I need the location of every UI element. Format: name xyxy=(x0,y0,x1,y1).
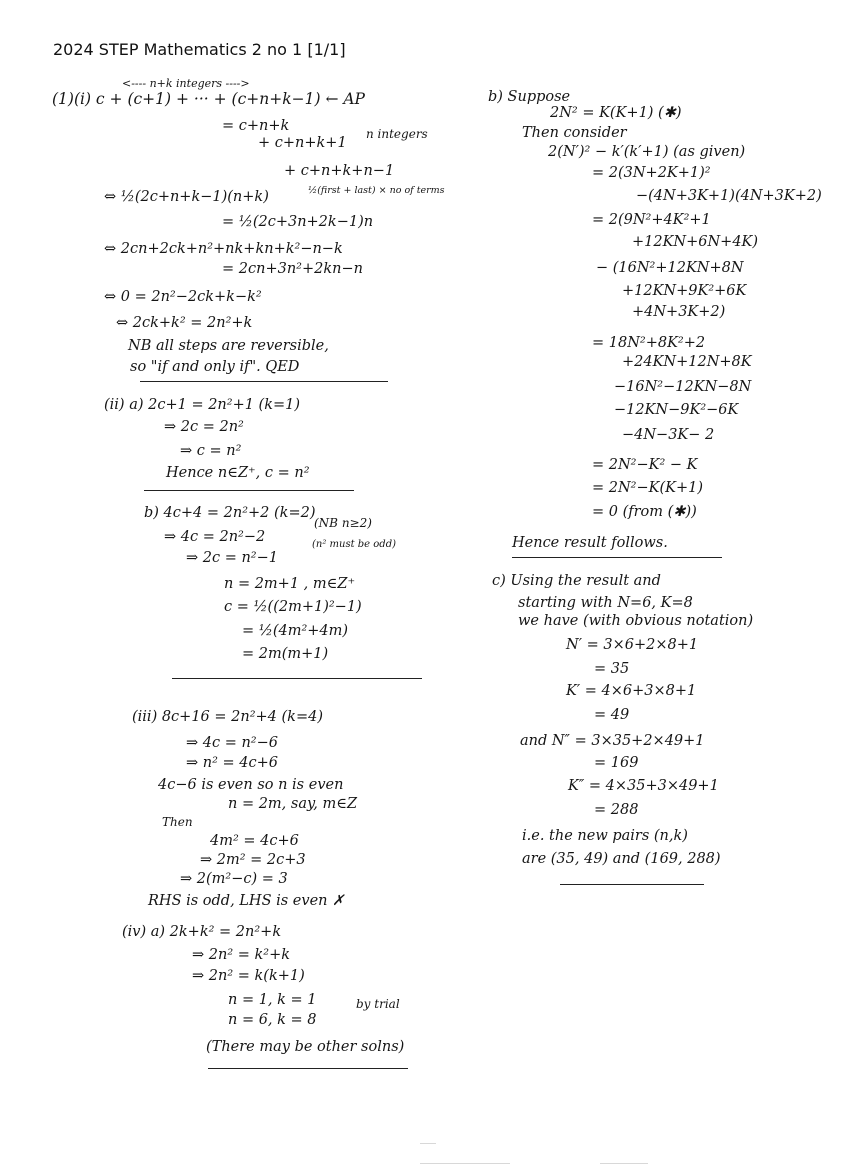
hw-line: = 35 xyxy=(594,661,630,677)
section-divider xyxy=(144,490,354,491)
hw-line: −4N−3K− 2 xyxy=(622,427,715,443)
hw-line: (n² must be odd) xyxy=(312,539,397,550)
hw-line: (1)(i) c + (c+1) + ··· + (c+n+k−1) ← AP xyxy=(52,90,365,108)
hw-line: ⇔ 2ck+k² = 2n²+k xyxy=(116,315,253,331)
hw-line: ⇒ 2n² = k(k+1) xyxy=(192,968,305,984)
section-divider xyxy=(140,381,388,382)
hw-line: c = ½((2m+1)²−1) xyxy=(224,599,362,615)
hw-line: + c+n+k+1 xyxy=(258,135,347,151)
hw-line: b) Suppose xyxy=(488,89,571,105)
hw-line: ⇒ c = n² xyxy=(180,443,242,459)
hw-line: = c+n+k xyxy=(222,118,290,134)
hw-line: n = 2m, say, m∈Z xyxy=(228,796,358,812)
hw-line: ½(first + last) × no of terms xyxy=(308,185,445,196)
hw-line: = 2N²−K² − K xyxy=(592,457,698,473)
hw-line: ⇔ ½(2c+n+k−1)(n+k) xyxy=(104,189,269,205)
hw-line: starting with N=6, K=8 xyxy=(518,595,693,611)
hw-line: ⇔ 0 = 2n²−2ck+k−k² xyxy=(104,289,262,305)
hw-line: Hence n∈Z⁺, c = n² xyxy=(166,465,310,481)
hw-line: c) Using the result and xyxy=(492,573,661,589)
hw-line: i.e. the new pairs (n,k) xyxy=(522,828,688,844)
hw-line: +24KN+12N+8K xyxy=(622,354,752,370)
hw-line: ⇒ 2(m²−c) = 3 xyxy=(180,871,288,887)
hw-line: n = 6, k = 8 xyxy=(228,1012,317,1028)
hw-line: ⇒ n² = 4c+6 xyxy=(186,755,278,771)
hw-line: = 0 (from (✱)) xyxy=(592,504,697,520)
section-divider xyxy=(172,678,422,679)
hw-line: = 18N²+8K²+2 xyxy=(592,335,706,351)
hw-line: = ½(4m²+4m) xyxy=(242,623,349,639)
hw-line: 4c−6 is even so n is even xyxy=(158,777,344,793)
hw-line: by trial xyxy=(356,997,400,1011)
hw-line: K′ = 4×6+3×8+1 xyxy=(566,683,697,699)
hw-line: n = 1, k = 1 xyxy=(228,992,317,1008)
hw-line: ⇔ 2cn+2ck+n²+nk+kn+k²−n−k xyxy=(104,241,343,257)
page-header: 2024 STEP Mathematics 2 no 1 [1/1] xyxy=(53,40,346,59)
hw-line: ⇒ 4c = 2n²−2 xyxy=(164,529,266,545)
section-divider xyxy=(208,1068,408,1069)
hw-line: = 2(9N²+4K²+1 xyxy=(592,212,711,228)
hw-line: (NB n≥2) xyxy=(314,516,372,530)
hw-line: RHS is odd, LHS is even ✗ xyxy=(148,893,345,909)
hw-line: and N″ = 3×35+2×49+1 xyxy=(520,733,705,749)
hw-line: 4m² = 4c+6 xyxy=(210,833,299,849)
hw-line: (There may be other solns) xyxy=(206,1039,405,1055)
hw-line: K″ = 4×35+3×49+1 xyxy=(568,778,719,794)
hw-line: are (35, 49) and (169, 288) xyxy=(522,851,721,867)
hw-line: <---- n+k integers ----> xyxy=(122,77,250,90)
hw-line: we have (with obvious notation) xyxy=(518,613,754,629)
hw-line: −12KN−9K²−6K xyxy=(614,402,739,418)
section-divider xyxy=(512,557,722,558)
hw-line: ⇒ 2c = 2n² xyxy=(164,419,244,435)
hw-line: ⇒ 2m² = 2c+3 xyxy=(200,852,306,868)
hw-line: ⇒ 2n² = k²+k xyxy=(192,947,291,963)
scan-mark xyxy=(420,1143,436,1144)
hw-line: NB all steps are reversible, xyxy=(128,338,329,354)
hw-line: (ii) a) 2c+1 = 2n²+1 (k=1) xyxy=(104,397,301,413)
hw-line: 2(N′)² − k′(k′+1) (as given) xyxy=(548,144,746,160)
hw-line: = 49 xyxy=(594,707,630,723)
hw-line: ⇒ 2c = n²−1 xyxy=(186,550,278,566)
hw-line: = 288 xyxy=(594,802,639,818)
hw-line: +12KN+6N+4K) xyxy=(632,234,759,250)
hw-line: (iii) 8c+16 = 2n²+4 (k=4) xyxy=(132,709,323,725)
hw-line: −16N²−12KN−8N xyxy=(614,379,752,395)
hw-line: +12KN+9K²+6K xyxy=(622,283,747,299)
scan-mark xyxy=(420,1163,510,1164)
hw-line: (iv) a) 2k+k² = 2n²+k xyxy=(122,924,282,940)
hw-line: N′ = 3×6+2×8+1 xyxy=(566,637,699,653)
hw-line: Then consider xyxy=(522,125,627,141)
hw-line: n = 2m+1 , m∈Z⁺ xyxy=(224,576,356,592)
section-divider xyxy=(560,884,704,885)
scan-mark xyxy=(600,1163,648,1164)
hw-line: ⇒ 4c = n²−6 xyxy=(186,735,278,751)
hw-line: Then xyxy=(162,815,193,829)
hw-line: = 169 xyxy=(594,755,639,771)
hw-line: = 2cn+3n²+2kn−n xyxy=(222,261,363,277)
hw-line: − (16N²+12KN+8N xyxy=(596,260,744,276)
hw-line: = 2m(m+1) xyxy=(242,646,329,662)
hw-line: so "if and only if". QED xyxy=(130,359,300,375)
hw-line: +4N+3K+2) xyxy=(632,304,726,320)
hw-line: Hence result follows. xyxy=(512,535,668,551)
hw-line: 2N² = K(K+1) (✱) xyxy=(550,105,682,121)
hw-line: b) 4c+4 = 2n²+2 (k=2) xyxy=(144,505,316,521)
hw-line: n integers xyxy=(366,127,428,141)
hw-line: = 2(3N+2K+1)² xyxy=(592,165,711,181)
hw-line: + c+n+k+n−1 xyxy=(284,163,395,179)
hw-line: −(4N+3K+1)(4N+3K+2) xyxy=(636,188,822,204)
hw-line: = ½(2c+3n+2k−1)n xyxy=(222,214,374,230)
hw-line: = 2N²−K(K+1) xyxy=(592,480,703,496)
